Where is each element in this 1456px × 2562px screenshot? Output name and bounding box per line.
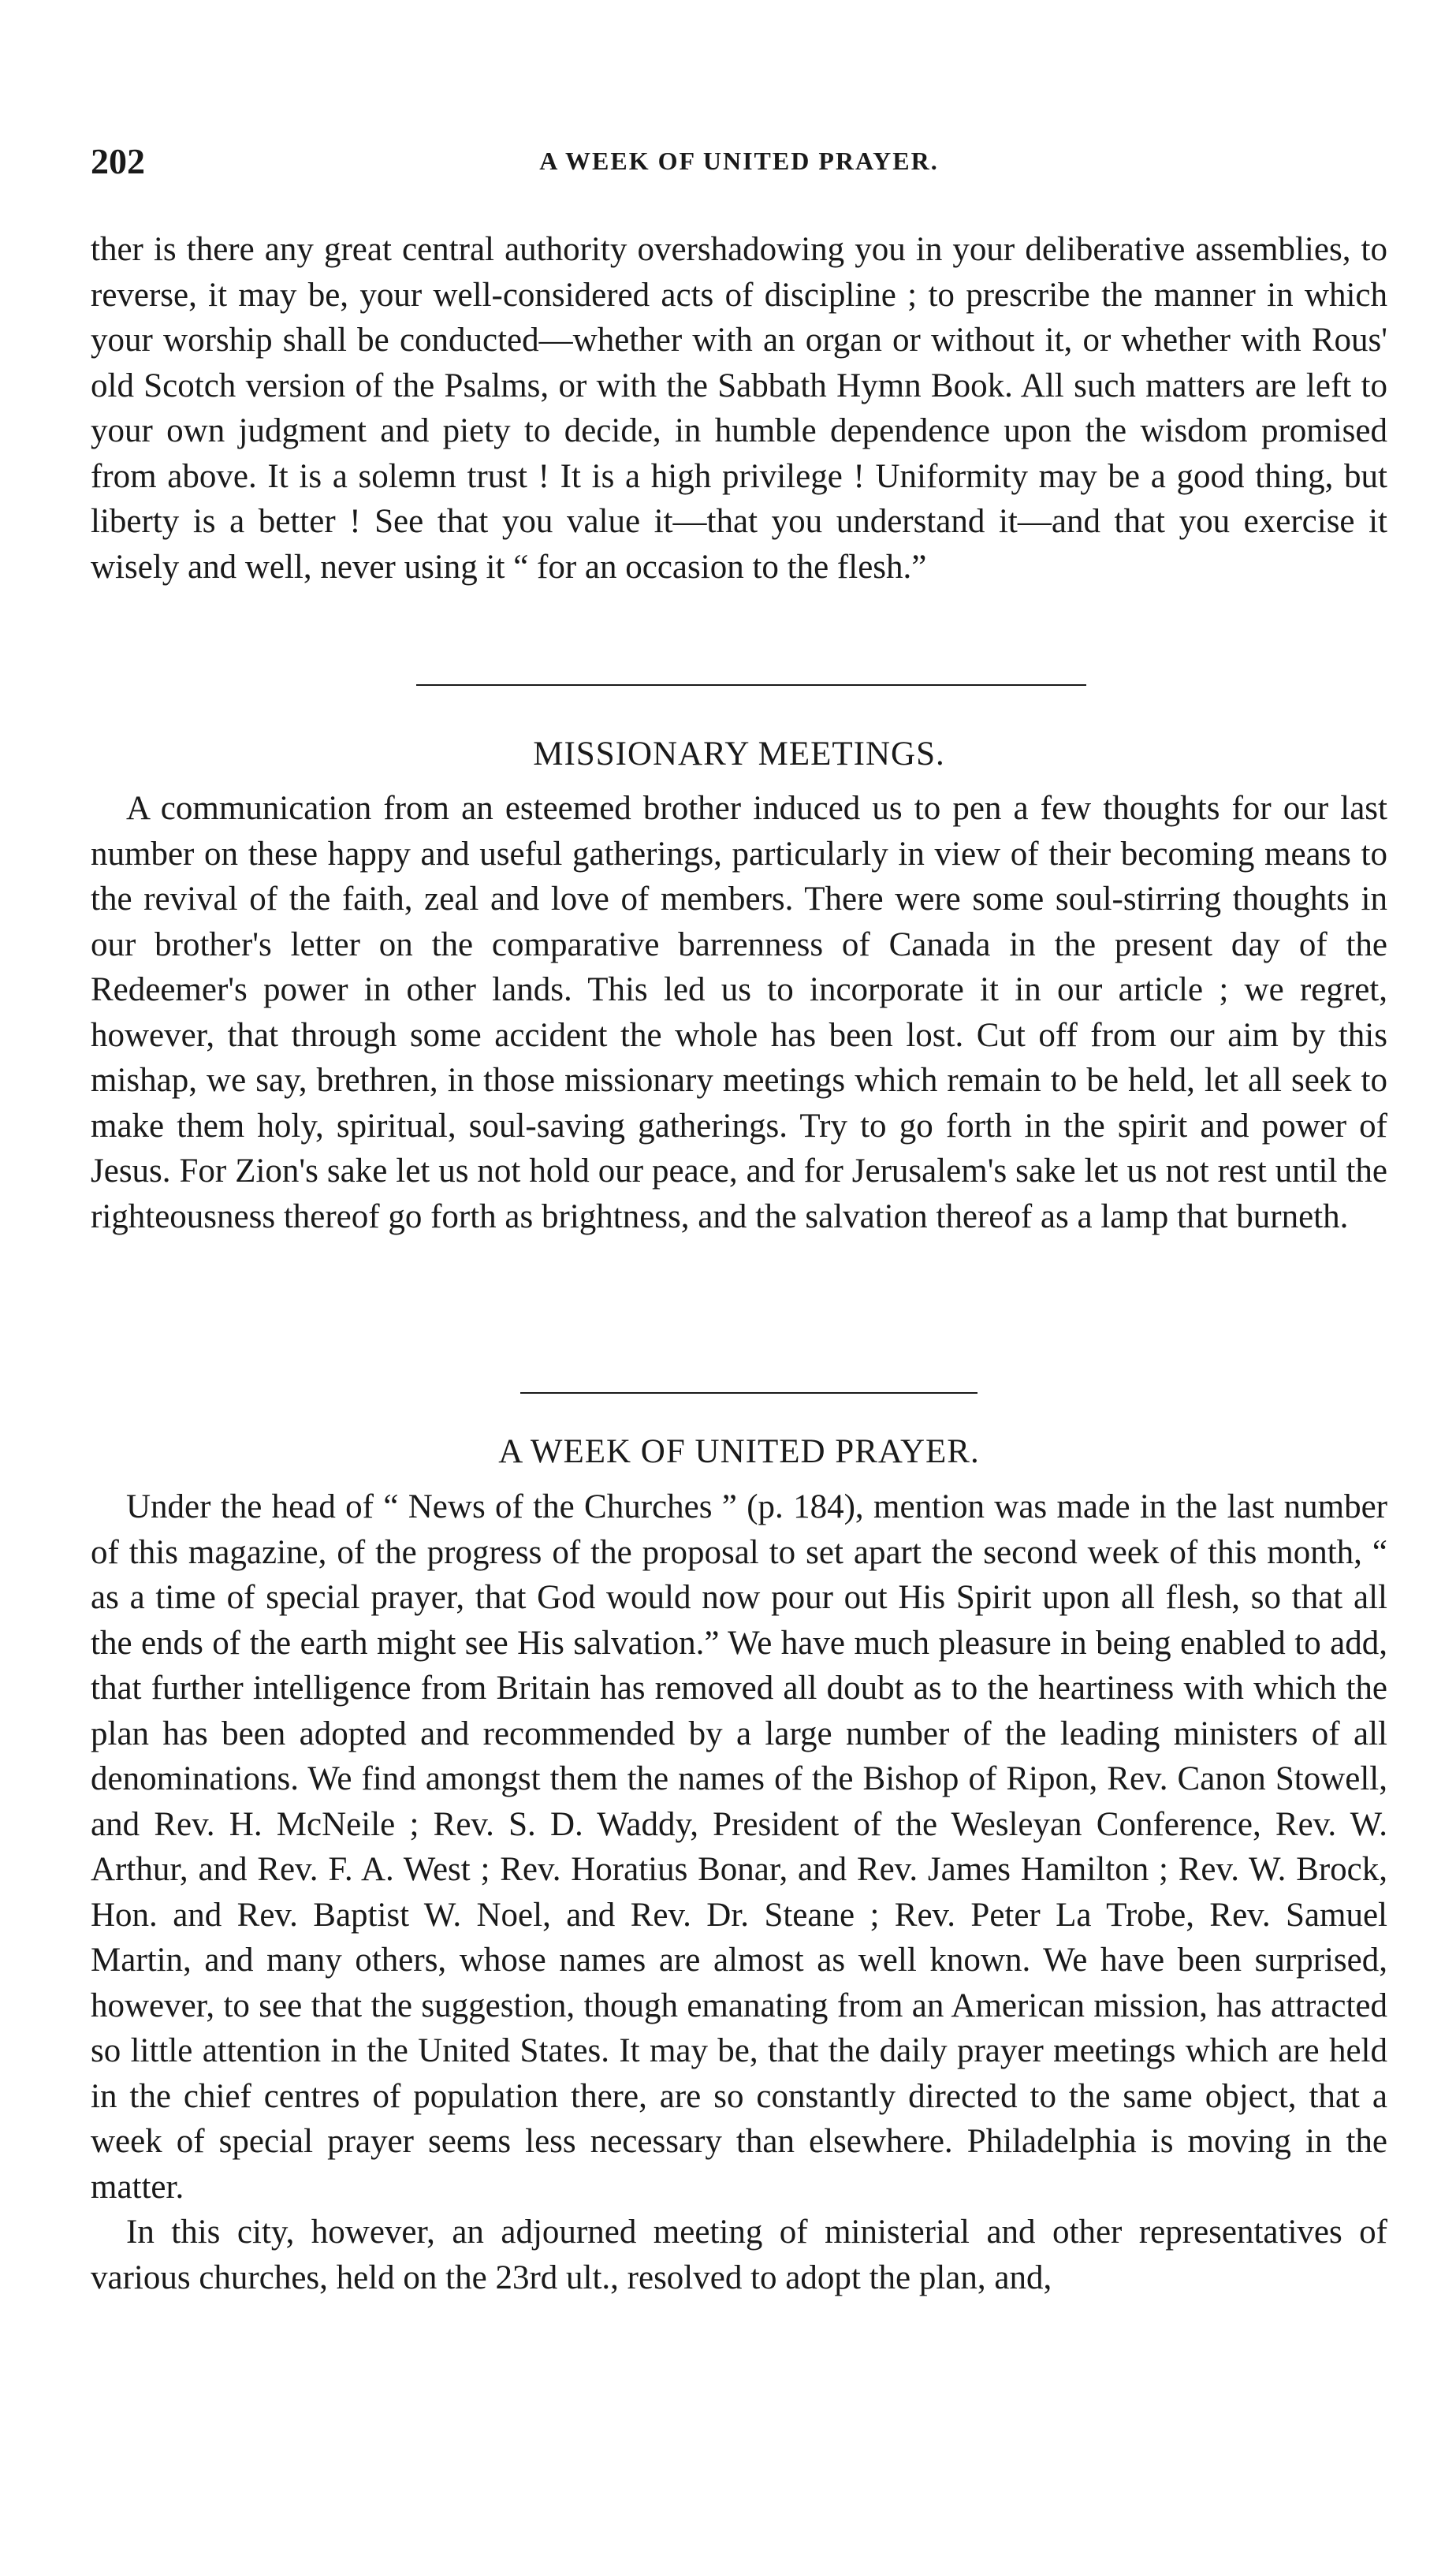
- page-number: 202: [91, 141, 145, 181]
- missionary-meetings-heading: MISSIONARY MEETINGS.: [533, 735, 945, 773]
- section-divider: [416, 684, 1086, 686]
- missionary-meetings-paragraph: A communication from an esteemed brother induced us to pen a few thoughts for our last number on these happy and useful gatherings, particularly in view of their becoming means to the revival of the faith, zeal and love of members. There were some soul-stirring thoughts in our brother's letter on the comparative barrenness of Canada in the present day of the Redeemer's power in other lands. This led us to incorporate it in our article ; we regret, however, that through some accident the whole has been lost. Cut off from our aim by this mishap, we say, brethren, in those missionary meetings which remain to be held, let all seek to make them holy, spiritual, soul-saving gatherings. Try to go forth in the spirit and power of Jesus. For Zion's sake let us not hold our peace, and for Jerusalem's sake let us not rest until the righteousness thereof go forth as brightness, and the salvation thereof as a lamp that burneth.: [91, 790, 1387, 1235]
- page-header: [91, 140, 1387, 188]
- continuation-paragraph: ther is there any great central authority overshadowing you in your deliberative assemblies, to reverse, it may be, your well-considered acts of discipline ; to prescribe the manner in which your worship shall be conducted—whether with an organ or without it, or whether with Rous' old Scotch version of the Psalms, or with the Sabbath Hymn Book. All such matters are left to your own judgment and piety to decide, in humble dependence upon the wisdom promised from above. It is a solemn trust ! It is a high privilege ! Uniformity may be a good thing, but liberty is a better ! See that you value it—that you understand it—and that you exercise it wisely and well, never using it “ for an occasion to the flesh.”: [91, 231, 1387, 586]
- united-prayer-section: [91, 1484, 1387, 2300]
- united-prayer-paragraph-1: Under the head of “ News of the Churches ” (p. 184), mention was made in the last number of this magazine, of the progress of the proposal to set apart the second week of this month, “ as a time of special prayer, that God would now pour out His Spirit upon all flesh, so that all the ends of the earth might see His salvation.” We have much pleasure in being enabled to add, that further intelligence from Britain has removed all doubt as to the heartiness with which the plan has been adopted and recommended by a large number of the leading ministers of all denominations. We find amongst them the names of the Bishop of Ripon, Rev. Canon Stowell, and Rev. H. McNeile ; Rev. S. D. Waddy, President of the Wesleyan Conference, Rev. W. Arthur, and Rev. F. A. West ; Rev. Horatius Bonar, and Rev. James Hamilton ; Rev. W. Brock, Hon. and Rev. Baptist W. Noel, and Rev. Dr. Steane ; Rev. Peter La Trobe, Rev. Samuel Martin, and many others, whose names are almost as well known. We have been surprised, however, to see that the suggestion, though emanating from an American mission, has attracted so little attention in the United States. It may be, that the daily prayer meetings which are held in the chief centres of population there, are so constantly directed to the same object, that a week of special prayer seems less necessary than elsewhere. Philadelphia is moving in the matter.: [91, 1488, 1387, 2206]
- section-divider: [520, 1392, 977, 1394]
- united-prayer-paragraph-2: In this city, however, an adjourned meeting of ministerial and other representatives of various churches, held on the 23rd ult., resolved to adopt the plan, and,: [91, 2214, 1387, 2296]
- united-prayer-heading: A WEEK OF UNITED PRAYER.: [498, 1433, 980, 1470]
- running-title: A WEEK OF UNITED PRAYER.: [539, 147, 939, 175]
- missionary-meetings-section: [91, 786, 1387, 1239]
- continuation-section: [91, 227, 1387, 590]
